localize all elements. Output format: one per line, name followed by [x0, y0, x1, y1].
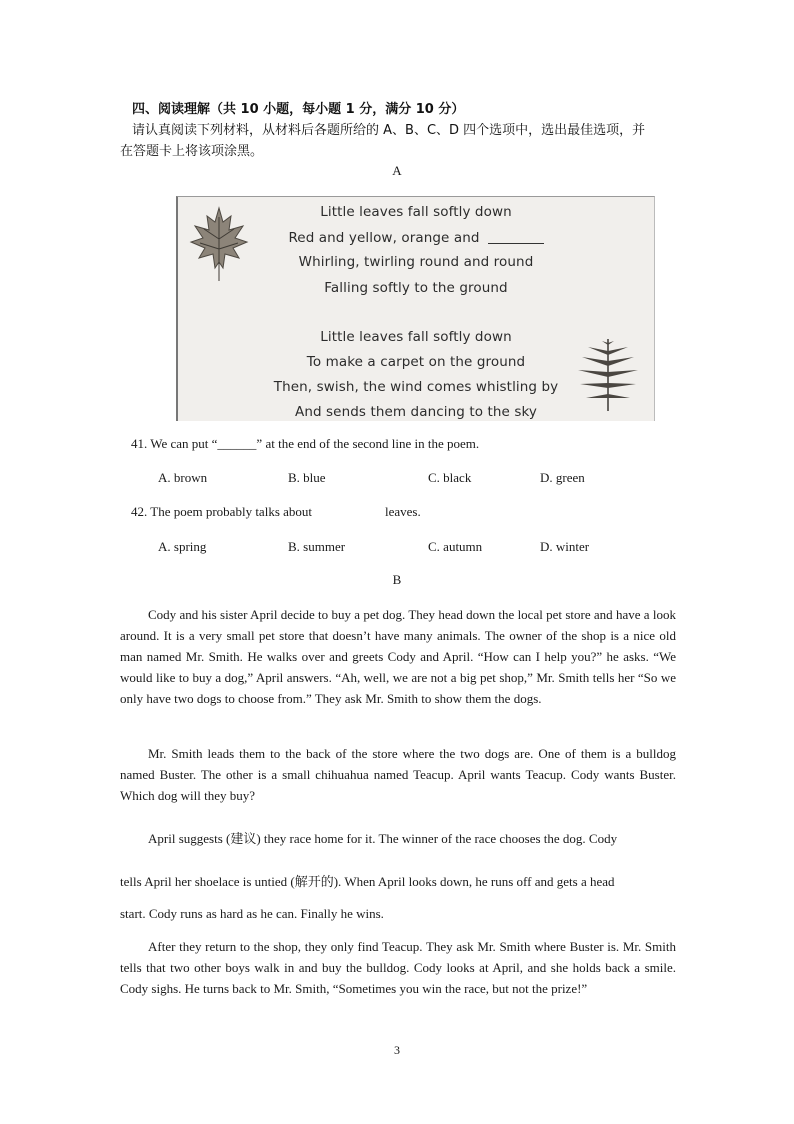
- question-42-stem: 42. The poem probably talks about: [131, 504, 313, 519]
- poem-box: [176, 196, 655, 421]
- poem-line-7: Then, swish, the wind comes whistling by: [273, 379, 559, 395]
- poem-line-5: Little leaves fall softly down: [320, 329, 512, 345]
- poem-line-3: Whirling, twirling round and round: [298, 254, 534, 270]
- instruction-line-2: 在答题卡上将该项涂黑。: [120, 144, 264, 159]
- q42-option-c: C. autumn: [428, 539, 483, 554]
- passage-paragraph-2: Mr. Smith leads them to the back of the store where the two dogs are. One of them is a bulldog named Buster. The other is a small chihuahua named Teacup. April wants Teacup. Cody wants Buster. Which dog will they buy?: [120, 746, 676, 803]
- q41-option-c: C. black: [428, 470, 472, 485]
- part-a-label: A: [392, 163, 402, 178]
- q41-option-d: D. green: [540, 470, 585, 485]
- passage-paragraph-3-line-1: April suggests (建议) they race home for it. The winner of the race chooses the dog. Cody: [148, 831, 618, 846]
- passage-paragraph-3-line-3: start. Cody runs as hard as he can. Finally he wins.: [120, 906, 384, 921]
- q42-option-a: A. spring: [158, 539, 207, 554]
- poem-line-8: And sends them dancing to the sky: [295, 404, 537, 420]
- q41-option-a: A. brown: [158, 470, 208, 485]
- passage-paragraph-3-line-2: tells April her shoelace is untied (解开的). When April looks down, he runs off and gets a head: [120, 874, 615, 889]
- poem-blank: [488, 243, 544, 244]
- poem-line-4: Falling softly to the ground: [324, 280, 508, 296]
- q42-option-b: B. summer: [288, 539, 346, 554]
- q41-option-b: B. blue: [288, 470, 326, 485]
- q42-option-d: D. winter: [540, 539, 590, 554]
- passage-paragraph-4: After they return to the shop, they only find Teacup. They ask Mr. Smith where Buster is. Mr. Smith tells that two other boys walk in and buy the bulldog. Cody looks at April, and she holds back a smile. Cody sighs. He turns back to Mr. Smith, “Sometimes you win the race, but not the prize!”: [120, 939, 676, 996]
- poem-line-1: Little leaves fall softly down: [320, 204, 512, 220]
- passage-paragraph-1: Cody and his sister April decide to buy a pet dog. They head down the local pet store and have a look around. It is a very small pet store that doesn’t have many animals. The owner of the shop is a nice old man named Mr. Smith. He walks over and greets Cody and April. “How can I help you?” he asks. “We would like to buy a dog,” April answers. “Ah, well, we are not a big pet shop,” Mr. Smith tells her “So we only have two dogs to choose from.” They ask Mr. Smith to show them the dogs.: [120, 607, 676, 706]
- instruction-line-1: 请认真阅读下列材料，从材料后各题所给的 A、B、C、D 四个选项中，选出最佳选项，并: [132, 123, 646, 138]
- section-title: 四、阅读理解（共 10 小题，每小题 1 分，满分 10 分）: [132, 102, 465, 117]
- poem-line-6: To make a carpet on the ground: [306, 354, 526, 370]
- poem-line-2-text: Red and yellow, orange and: [288, 230, 480, 246]
- question-41: 41. We can put “______” at the end of the second line in the poem.: [131, 436, 480, 451]
- poem-line-2: [178, 230, 654, 246]
- part-b-label: B: [392, 572, 402, 587]
- question-42-stem-end: leaves.: [385, 504, 421, 519]
- page-number: 3: [394, 1043, 400, 1057]
